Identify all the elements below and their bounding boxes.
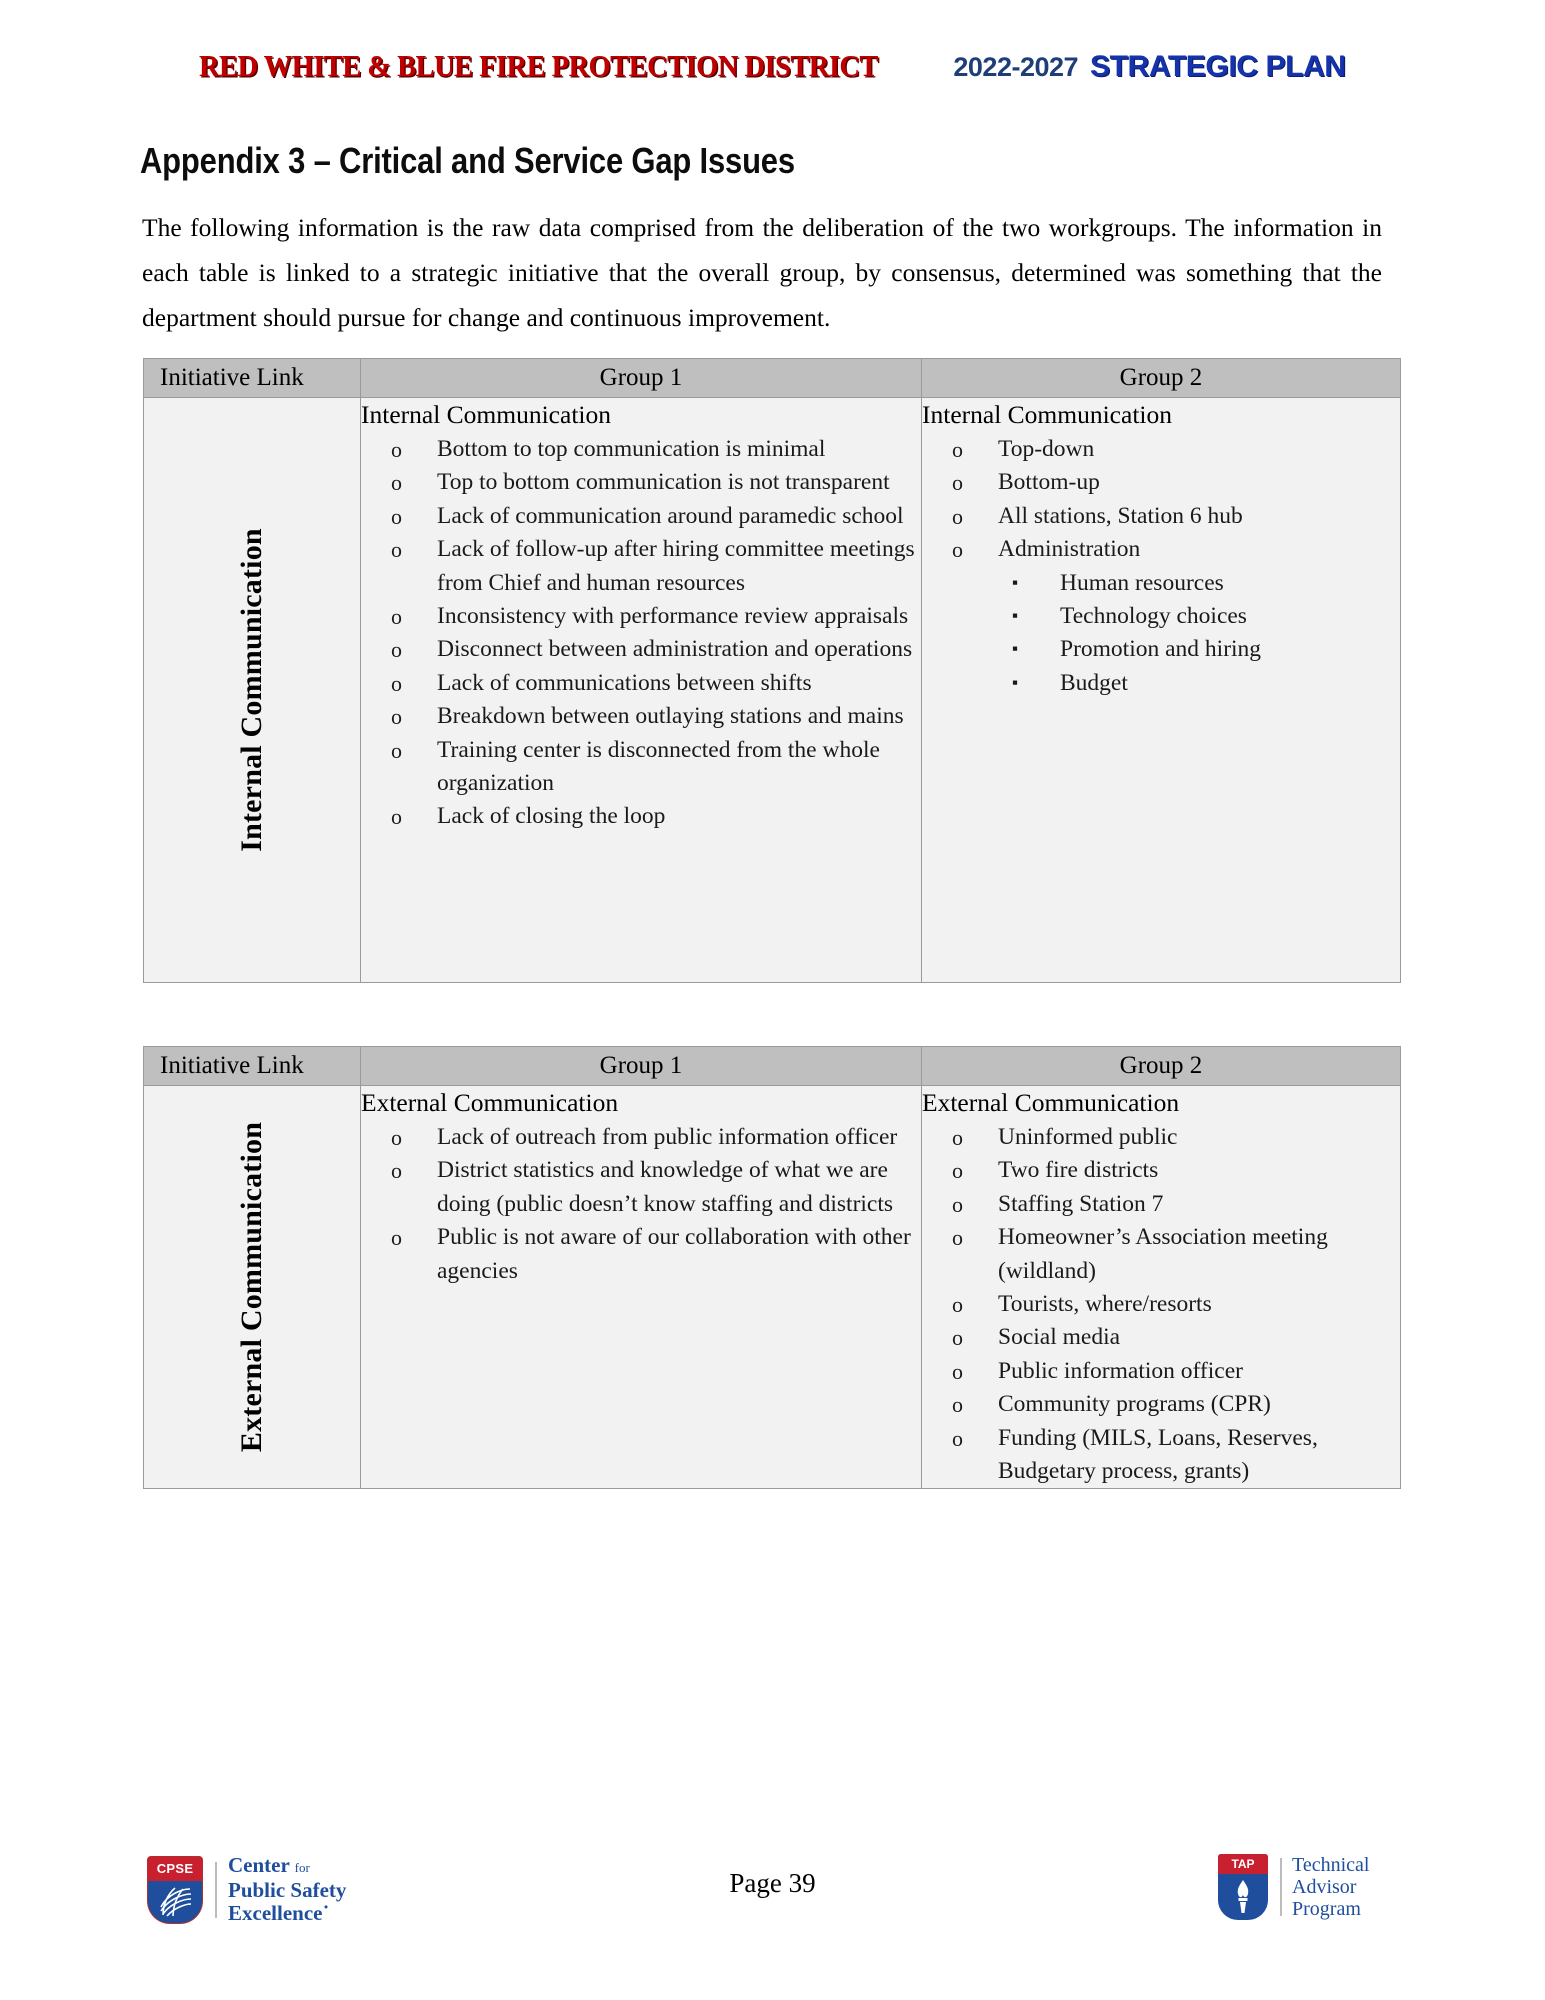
circle-bullet-icon: o: [391, 637, 402, 663]
circle-bullet-icon: o: [952, 1191, 963, 1217]
circle-bullet-icon: o: [391, 437, 402, 462]
column-header-initiative-link: Initiative Link: [144, 1047, 361, 1086]
sub-list-item: [998, 633, 1400, 666]
tap-shield-icon: [1218, 1854, 1268, 1920]
list-item-text: Social media: [998, 1324, 1121, 1351]
column-header-group-1: Group 1: [361, 359, 922, 398]
initiative-link-cell: [144, 1086, 361, 1489]
list-item: [938, 433, 1400, 466]
initiative-link-label: External Communication: [235, 1122, 269, 1453]
list-item-text: Bottom to top communication is minimal: [437, 436, 826, 462]
list-item-text: Top-down: [998, 436, 1095, 462]
sub-list-item: [998, 667, 1400, 700]
column-header-initiative-link: Initiative Link: [144, 359, 361, 398]
header-district-name: RED WHITE & BLUE FIRE PROTECTION DISTRICT: [199, 48, 879, 83]
group-2-heading: External Communication: [922, 1088, 1180, 1117]
list-item-text: All stations, Station 6 hub: [998, 502, 1243, 529]
list-item-text: Lack of follow-up after hiring committee meetings from Chief and human resources: [437, 536, 915, 596]
list-item-text: Administration: [998, 536, 1141, 563]
tap-line-1: Technical: [1292, 1854, 1370, 1876]
list-item: [938, 1321, 1400, 1354]
square-bullet-icon: ▪: [1012, 672, 1019, 692]
column-header-group-2: Group 2: [922, 359, 1401, 398]
cpse-badge-text: CPSE: [156, 1861, 194, 1876]
list-item-text: Breakdown between outlaying stations and mains: [437, 703, 904, 730]
list-item: [377, 1154, 921, 1221]
list-item-text: Training center is disconnected from the whole organization: [437, 736, 880, 797]
page-number: Page 39: [729, 1868, 816, 1898]
group-2-list: [922, 1121, 1400, 1488]
circle-bullet-icon: o: [391, 1158, 402, 1184]
circle-bullet-icon: o: [952, 1125, 963, 1150]
column-header-group-1: Group 1: [361, 1047, 922, 1086]
circle-bullet-icon: o: [952, 1325, 963, 1351]
list-item: [377, 1221, 921, 1288]
sub-list-item: [998, 600, 1400, 633]
list-item: [377, 1121, 921, 1154]
list-item-text: Tourists, where/resorts: [998, 1291, 1212, 1318]
group-1-heading: External Communication: [361, 1088, 619, 1117]
header-plan-years: 2022-2027: [953, 52, 1079, 82]
circle-bullet-icon: o: [952, 1292, 963, 1318]
list-item-text: Disconnect between administration and operations: [437, 636, 913, 663]
circle-bullet-icon: o: [391, 704, 402, 730]
initiative-link-cell: [144, 398, 361, 983]
page-footer: [0, 1828, 1545, 1948]
circle-bullet-icon: o: [391, 503, 402, 529]
list-item: [938, 1188, 1400, 1221]
list-item-text: Public information officer: [998, 1357, 1243, 1384]
list-item: [938, 1154, 1400, 1187]
square-bullet-icon: ▪: [1012, 639, 1019, 659]
list-item: [938, 1288, 1400, 1321]
list-item: [377, 633, 921, 666]
circle-bullet-icon: o: [391, 804, 402, 830]
group-2-cell: [922, 1086, 1401, 1489]
list-item-text: Funding (MILS, Loans, Reserves, Budgetary process, grants): [998, 1424, 1318, 1485]
group-1-cell: [361, 1086, 922, 1489]
sub-list-item-text: Human resources: [1060, 569, 1224, 596]
circle-bullet-icon: o: [952, 1392, 963, 1418]
list-item: [377, 500, 921, 533]
list-item: [938, 533, 1400, 700]
list-item: [377, 700, 921, 733]
list-item: [938, 500, 1400, 533]
list-item-text: Uninformed public: [998, 1124, 1178, 1150]
list-item-text: Lack of closing the loop: [437, 803, 666, 830]
circle-bullet-icon: o: [391, 470, 402, 496]
circle-bullet-icon: o: [391, 1125, 402, 1150]
sub-list-item-text: Promotion and hiring: [1060, 636, 1262, 663]
sub-list-item-text: Technology choices: [1060, 603, 1247, 630]
circle-bullet-icon: o: [952, 1158, 963, 1184]
sub-list: [998, 567, 1400, 701]
list-item-text: Inconsistency with performance review appraisals: [437, 603, 909, 630]
list-item-text: Two fire districts: [998, 1157, 1159, 1184]
list-item-text: Lack of communications between shifts: [437, 669, 812, 696]
circle-bullet-icon: o: [952, 1425, 963, 1451]
list-item: [938, 1121, 1400, 1154]
cpse-line-1-main: Center: [228, 1853, 290, 1877]
list-item: [938, 466, 1400, 499]
group-2-list: [922, 433, 1400, 700]
list-item: [938, 1422, 1400, 1489]
circle-bullet-icon: o: [952, 1358, 963, 1384]
circle-bullet-icon: o: [952, 503, 963, 529]
circle-bullet-icon: o: [391, 537, 402, 563]
group-1-cell: [361, 398, 922, 983]
list-item: [377, 734, 921, 801]
cpse-line-3: Excellence˙: [228, 1901, 330, 1925]
list-item: [938, 1355, 1400, 1388]
list-item: [377, 533, 921, 600]
running-header: [95, 48, 1450, 94]
square-bullet-icon: ▪: [1012, 572, 1019, 592]
list-item-text: Community programs (CPR): [998, 1391, 1271, 1418]
circle-bullet-icon: o: [952, 437, 963, 462]
cpse-line-2: Public Safety: [228, 1878, 347, 1902]
group-1-heading: Internal Communication: [361, 400, 611, 429]
circle-bullet-icon: o: [391, 737, 402, 763]
group-1-list: [361, 1121, 921, 1288]
list-item: [377, 800, 921, 833]
table-row: [144, 1086, 1401, 1489]
header-plan-label: STRATEGIC PLAN: [1090, 50, 1346, 83]
cpse-line-1-small: for: [294, 1860, 310, 1875]
column-header-group-2: Group 2: [922, 1047, 1401, 1086]
circle-bullet-icon: o: [952, 537, 963, 563]
logo-divider: [1280, 1858, 1282, 1916]
list-item: [377, 433, 921, 466]
list-item: [377, 600, 921, 633]
list-item-text: Homeowner’s Association meeting (wildland): [998, 1224, 1328, 1284]
table-header-row: [144, 359, 1401, 398]
list-item: [377, 466, 921, 499]
tap-logo: [1218, 1854, 1369, 1920]
tap-wordmark: [1292, 1854, 1369, 1920]
square-bullet-icon: ▪: [1012, 606, 1019, 626]
list-item-text: Public is not aware of our collaboration with other agencies: [437, 1224, 911, 1284]
tap-line-3: Program: [1292, 1898, 1361, 1920]
intro-paragraph: The following information is the raw data comprised from the deliberation of the two workgroups. The information in each table is linked to a strategic initiative that the overall group, by consensus, determined was something that the department should pursue for change and continuous improvement.: [142, 213, 1382, 332]
tap-badge-text: TAP: [1231, 1857, 1255, 1871]
circle-bullet-icon: o: [952, 470, 963, 496]
table-external-communication: [143, 1046, 1401, 1489]
group-1-list: [361, 433, 921, 834]
circle-bullet-icon: o: [391, 604, 402, 630]
page-title: Appendix 3 – Critical and Service Gap Issues: [140, 140, 795, 181]
sub-list-item-text: Budget: [1060, 669, 1128, 696]
tap-line-2: Advisor: [1292, 1876, 1357, 1898]
list-item-text: District statistics and knowledge of what we are doing (public doesn’t know staffing and districts: [437, 1157, 894, 1217]
table-row: [144, 398, 1401, 983]
list-item-text: Top to bottom communication is not transparent: [437, 469, 890, 496]
table-internal-communication: [143, 358, 1401, 983]
group-2-cell: [922, 398, 1401, 983]
group-2-heading: Internal Communication: [922, 400, 1172, 429]
initiative-link-label: Internal Communication: [235, 528, 269, 852]
list-item-text: Staffing Station 7: [998, 1190, 1164, 1217]
list-item-text: Lack of communication around paramedic school: [437, 502, 904, 529]
list-item: [377, 667, 921, 700]
circle-bullet-icon: o: [391, 670, 402, 696]
circle-bullet-icon: o: [391, 1225, 402, 1251]
table-header-row: [144, 1047, 1401, 1086]
circle-bullet-icon: o: [952, 1225, 963, 1251]
list-item-text: Bottom-up: [998, 469, 1100, 496]
list-item-text: Lack of outreach from public information officer: [437, 1124, 898, 1150]
sub-list-item: [998, 567, 1400, 600]
list-item: [938, 1221, 1400, 1288]
torch-icon: [1231, 1879, 1255, 1915]
list-item: [938, 1388, 1400, 1421]
